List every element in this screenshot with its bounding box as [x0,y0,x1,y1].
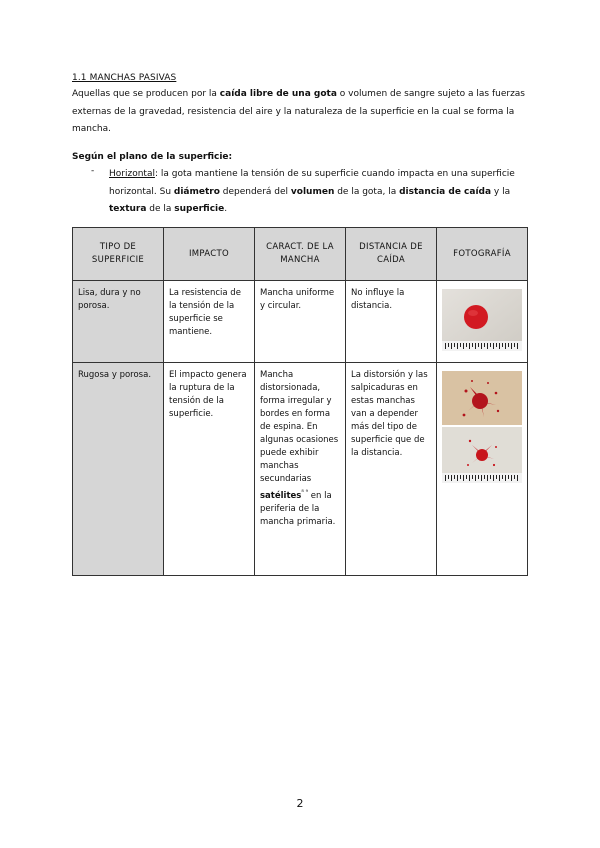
header-surface: TIPO DE SUPERFICIE [73,228,164,281]
intro-text-bold: caída libre de una gota [219,89,337,99]
subsection-title: Según el plano de la superficie: [72,152,233,162]
cell-impact: La resistencia de la tensión de la superficie se mantiene. [164,281,255,363]
table-header-row [73,228,528,281]
cell-impact: El impacto genera la ruptura de la tensión de la superficie. [164,363,255,576]
table-row [73,281,528,363]
circular-stain-image [442,289,522,351]
bullet-bold-3: distancia de caída [399,186,492,197]
bullet-text-1: : la gota mantiene la tensión de su superficie cuando impacta en una superficie horizontal. Su [109,169,515,197]
bullet-text-4: y la [491,186,511,197]
photo-circular-stain [442,289,522,356]
stain-table [72,227,528,576]
table-row [73,363,528,576]
intro-paragraph [72,86,532,139]
stain-text-a: Mancha distorsionada, forma irregular y bordes en forma de espina. En algunas ocasiones puede exhibir manchas secundarias [260,370,339,484]
cell-distance: No influye la distancia. [346,281,437,363]
bullet-bold-5: superficie [174,204,225,214]
header-stain: CARACT. DE LA MANCHA [255,228,346,281]
cell-surface: Lisa, dura y no porosa. [73,281,164,363]
intro-text-c: o volumen de sangre sujeto a las fuerzas externas de la gravedad, resistencia del aire y la naturaleza de la superficie en la cual se forma la mancha. [72,89,525,134]
bullet-bold-1: diámetro [173,186,220,197]
bullet-dash: - [91,166,95,176]
cell-distance: La distorsión y las salpicaduras en estas manchas van a depender más del tipo de superficie que de la distancia. [346,363,437,576]
bullet-term: Horizontal [109,169,155,179]
bullet-text-3: de la gota, la [334,186,400,197]
irregular-stain-images [442,371,522,483]
bullet-text-6: . [224,204,228,214]
cell-surface: Rugosa y porosa. [73,363,164,576]
page-number: 2 [296,797,304,810]
cell-stain [255,363,346,576]
cell-photo [437,281,528,363]
bullet-text-5: de la [146,204,175,214]
bullet-bold-2: volumen [290,186,335,197]
stain-text-c: en la periferia de la mancha primaria. [260,490,336,527]
horizontal-bullet [109,166,529,219]
bullet-bold-4: textura [109,204,147,214]
section-heading: 1.1 MANCHAS PASIVAS [72,73,177,83]
photo-irregular-stains [442,371,522,488]
bullet-text-2: dependerá del [219,186,291,197]
footnote-marks: ⁸ ⁹ [301,489,309,496]
header-photo: FOTOGRAFÍA [437,228,528,281]
header-distance: DISTANCIA DE CAÍDA [346,228,437,281]
stain-text-bold: satélites [260,490,302,501]
header-impact: IMPACTO [164,228,255,281]
intro-text-a: Aquellas que se producen por la [72,89,220,99]
cell-stain: Mancha uniforme y circular. [255,281,346,363]
cell-photo [437,363,528,576]
